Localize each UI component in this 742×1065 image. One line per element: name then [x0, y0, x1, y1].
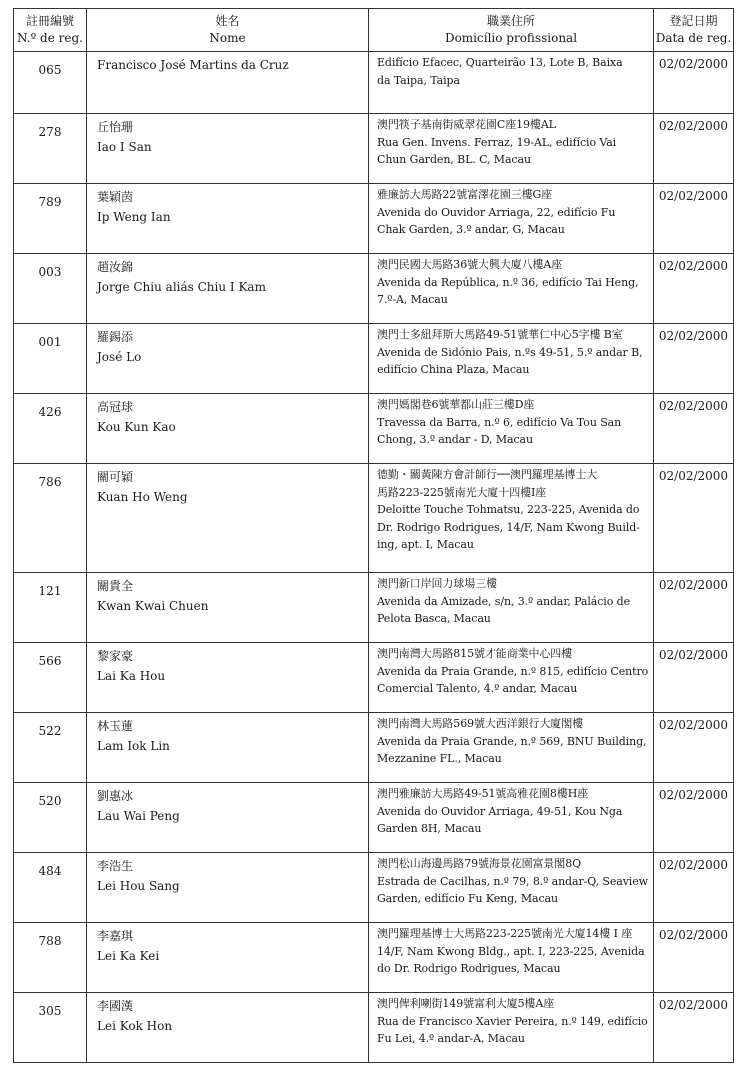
name-cell	[87, 713, 369, 783]
header-date-pt: Data de reg.	[655, 31, 732, 45]
name-cell	[87, 643, 369, 713]
name-chinese: 關貴全	[97, 579, 134, 593]
name-chinese: 葉穎茵	[97, 190, 134, 204]
domicile-line: Fu Lei, 4.º andar-A, Macau	[377, 1032, 525, 1045]
header-reg-zh: 註冊編號	[25, 14, 74, 28]
table-row	[14, 573, 734, 643]
name-cell	[87, 324, 369, 394]
reg-number: 426	[14, 394, 87, 464]
name-chinese: 黎家豪	[97, 649, 134, 663]
domicile-cell	[369, 573, 654, 643]
header-row	[14, 9, 734, 52]
registration-date: 02/02/2000	[654, 254, 734, 324]
header-date-zh: 登記日期	[669, 14, 718, 28]
name-cell	[87, 464, 369, 573]
domicile-line: Mezzanine FL., Macau	[377, 752, 502, 765]
domicile-line: Pelota Basca, Macau	[377, 612, 491, 625]
name-cell	[87, 923, 369, 993]
domicile-cell	[369, 713, 654, 783]
header-name	[87, 9, 369, 52]
registration-date: 02/02/2000	[654, 853, 734, 923]
domicile-cell	[369, 853, 654, 923]
reg-number: 786	[14, 464, 87, 573]
domicile-line: 澳門民國大馬路36號大興大廈八樓A座	[377, 258, 563, 271]
name-cell	[87, 184, 369, 254]
domicile-line: Avenida da Praia Grande, n.º 569, BNU Building,	[377, 734, 647, 748]
table-row	[14, 184, 734, 254]
table-row	[14, 643, 734, 713]
table-row	[14, 713, 734, 783]
header-name-pt: Nome	[209, 31, 246, 45]
domicile-line: Avenida da Praia Grande, n.º 815, edifício Centro	[377, 664, 649, 678]
reg-number: 065	[14, 52, 87, 114]
reg-number: 121	[14, 573, 87, 643]
registry-body	[14, 52, 734, 1063]
domicile-line: 澳門新口岸回力球場三樓	[377, 577, 497, 590]
table-row	[14, 464, 734, 573]
domicile-line: Chun Garden, BL. C, Macau	[377, 153, 531, 166]
header-domicile-pt: Domicílio profissional	[444, 31, 578, 45]
domicile-line: Rua de Francisco Xavier Pereira, n.º 149, edifício	[377, 1014, 648, 1028]
domicile-line: 澳門筷子基南街威翠花園C座19樓AL	[377, 118, 556, 131]
name-cell	[87, 394, 369, 464]
name-chinese: 李嘉琪	[97, 929, 134, 943]
registration-date: 02/02/2000	[654, 643, 734, 713]
domicile-line: Dr. Rodrigo Rodrigues, 14/F, Nam Kwong Build-	[377, 520, 640, 534]
reg-number: 788	[14, 923, 87, 993]
table-row	[14, 394, 734, 464]
domicile-line: Avenida da República, n.º 36, edifício Tai Heng,	[377, 275, 639, 289]
reg-number: 003	[14, 254, 87, 324]
registration-date: 02/02/2000	[654, 783, 734, 853]
name-portuguese: Lam Iok Lin	[97, 739, 170, 753]
domicile-line: Avenida do Ouvidor Arriaga, 49-51, Kou Nga	[377, 804, 623, 818]
registration-date: 02/02/2000	[654, 394, 734, 464]
name-portuguese: Francisco José Martins da Cruz	[97, 58, 289, 72]
registration-date: 02/02/2000	[654, 324, 734, 394]
name-chinese: 高冠球	[97, 400, 134, 414]
domicile-line: 澳門羅理基博士大馬路223-225號南光大廈14樓 I 座	[377, 927, 633, 940]
registration-date: 02/02/2000	[654, 993, 734, 1063]
registration-date: 02/02/2000	[654, 464, 734, 573]
name-chinese: 李浩生	[97, 859, 134, 873]
name-chinese: 羅錫添	[97, 330, 134, 344]
name-cell	[87, 573, 369, 643]
name-chinese: 關可穎	[97, 470, 134, 484]
header-name-zh: 姓名	[215, 14, 240, 28]
domicile-cell	[369, 643, 654, 713]
name-cell	[87, 853, 369, 923]
domicile-line: 澳門南灣大馬路815號才能商業中心四樓	[377, 647, 573, 660]
domicile-line: 澳門松山海邊馬路79號海景花園富景閣8Q	[377, 857, 582, 870]
name-chinese: 趙汝錦	[97, 260, 134, 274]
domicile-line: 澳門士多紐拜斯大馬路49-51號華仁中心5字樓 B室	[377, 328, 623, 341]
name-chinese: 丘怡珊	[97, 120, 134, 134]
name-portuguese: Lei Ka Kei	[97, 949, 160, 963]
domicile-line: Avenida do Ouvidor Arriaga, 22, edifício Fu	[377, 205, 616, 219]
table-row	[14, 114, 734, 184]
table-row	[14, 254, 734, 324]
name-cell	[87, 993, 369, 1063]
reg-number: 520	[14, 783, 87, 853]
table-row	[14, 52, 734, 114]
domicile-line: Travessa da Barra, n.º 6, edifício Va Tou San	[377, 415, 622, 429]
name-cell	[87, 254, 369, 324]
name-portuguese: Lai Ka Hou	[97, 669, 166, 683]
registration-date: 02/02/2000	[654, 114, 734, 184]
name-portuguese: Kou Kun Kao	[97, 420, 176, 434]
domicile-line: da Taipa, Taipa	[377, 73, 460, 87]
domicile-line: Chong, 3.º andar - D, Macau	[377, 433, 533, 446]
reg-number: 305	[14, 993, 87, 1063]
domicile-line: 7.º-A, Macau	[377, 293, 448, 306]
domicile-cell	[369, 394, 654, 464]
reg-number: 522	[14, 713, 87, 783]
domicile-line: Rua Gen. Invens. Ferraz, 19-AL, edifício Vai	[377, 135, 617, 149]
reg-number: 001	[14, 324, 87, 394]
domicile-line: do Dr. Rodrigo Rodrigues, Macau	[377, 962, 561, 975]
domicile-line: 馬路223-225號南光大廈十四樓I座	[377, 485, 547, 499]
header-reg	[14, 9, 87, 52]
name-portuguese: Lei Kok Hon	[97, 1019, 173, 1033]
domicile-line: Garden 8H, Macau	[377, 822, 482, 835]
registration-date: 02/02/2000	[654, 52, 734, 114]
name-portuguese: Lau Wai Peng	[97, 809, 180, 823]
domicile-line: 德勤・關黃陳方會計師行──澳門羅理基博士大	[377, 468, 598, 481]
name-cell	[87, 52, 369, 114]
registration-date: 02/02/2000	[654, 923, 734, 993]
domicile-line: Deloitte Touche Tohmatsu, 223-225, Avenida do	[377, 503, 640, 516]
name-portuguese: Lei Hou Sang	[97, 879, 180, 893]
registration-date: 02/02/2000	[654, 713, 734, 783]
domicile-line: Garden, edifício Fu Keng, Macau	[377, 892, 558, 905]
table-row	[14, 923, 734, 993]
domicile-cell	[369, 783, 654, 853]
registration-date: 02/02/2000	[654, 573, 734, 643]
name-portuguese: José Lo	[97, 350, 142, 364]
table-row	[14, 993, 734, 1063]
name-cell	[87, 114, 369, 184]
name-portuguese: Iao I San	[97, 140, 152, 154]
name-chinese: 林玉蓮	[97, 719, 134, 733]
domicile-cell	[369, 324, 654, 394]
header-date	[654, 9, 734, 52]
domicile-line: 雅廉訪大馬路22號富澤花園三樓G座	[377, 188, 553, 201]
domicile-line: ing, apt. I, Macau	[377, 538, 474, 551]
domicile-cell	[369, 923, 654, 993]
reg-number: 278	[14, 114, 87, 184]
name-portuguese: Kwan Kwai Chuen	[97, 599, 209, 613]
domicile-line: 澳門俾利喇街149號富利大廈5樓A座	[377, 997, 555, 1010]
domicile-cell	[369, 114, 654, 184]
header-domicile-zh: 職業住所	[486, 14, 535, 28]
domicile-line: Comercial Talento, 4.º andar, Macau	[377, 682, 578, 695]
table-row	[14, 783, 734, 853]
name-portuguese: Kuan Ho Weng	[97, 490, 188, 504]
domicile-line: Avenida da Amizade, s/n, 3.º andar, Palácio de	[377, 594, 630, 608]
domicile-cell	[369, 993, 654, 1063]
domicile-cell	[369, 464, 654, 573]
domicile-line: edifício China Plaza, Macau	[377, 363, 530, 376]
reg-number: 566	[14, 643, 87, 713]
reg-number: 484	[14, 853, 87, 923]
domicile-line: Chak Garden, 3.º andar, G, Macau	[377, 223, 565, 236]
domicile-cell	[369, 254, 654, 324]
domicile-line: 澳門雅廉訪大馬路49-51號高雅花園8樓H座	[377, 787, 589, 800]
domicile-line: Avenida de Sidónio Pais, n.ºs 49-51, 5.º andar B,	[377, 345, 643, 359]
domicile-line: 澳門南灣大馬路569號大西洋銀行大廈閣樓	[377, 717, 583, 730]
domicile-line: 澳門媽閣巷6號華都山莊三樓D座	[377, 398, 535, 411]
domicile-cell	[369, 184, 654, 254]
table-row	[14, 324, 734, 394]
name-portuguese: Jorge Chiu aliás Chiu I Kam	[97, 280, 266, 294]
domicile-line: Estrada de Cacilhas, n.º 79, 8.º andar-Q, Seaview	[377, 874, 648, 888]
registration-date: 02/02/2000	[654, 184, 734, 254]
domicile-line: 14/F, Nam Kwong Bldg., apt. I, 223-225, Avenida	[377, 944, 645, 958]
name-cell	[87, 783, 369, 853]
registry-table	[13, 8, 734, 1063]
name-chinese: 劉惠冰	[97, 789, 134, 803]
table-row	[14, 853, 734, 923]
name-portuguese: Ip Weng Ian	[97, 210, 171, 224]
reg-number: 789	[14, 184, 87, 254]
header-domicile	[369, 9, 654, 52]
domicile-line: Edifício Efacec, Quarteirão 13, Lote B, Baixa	[377, 56, 623, 69]
header-reg-pt: N.º de reg.	[17, 31, 83, 45]
domicile-cell	[369, 52, 654, 114]
name-chinese: 李國漢	[97, 999, 134, 1013]
